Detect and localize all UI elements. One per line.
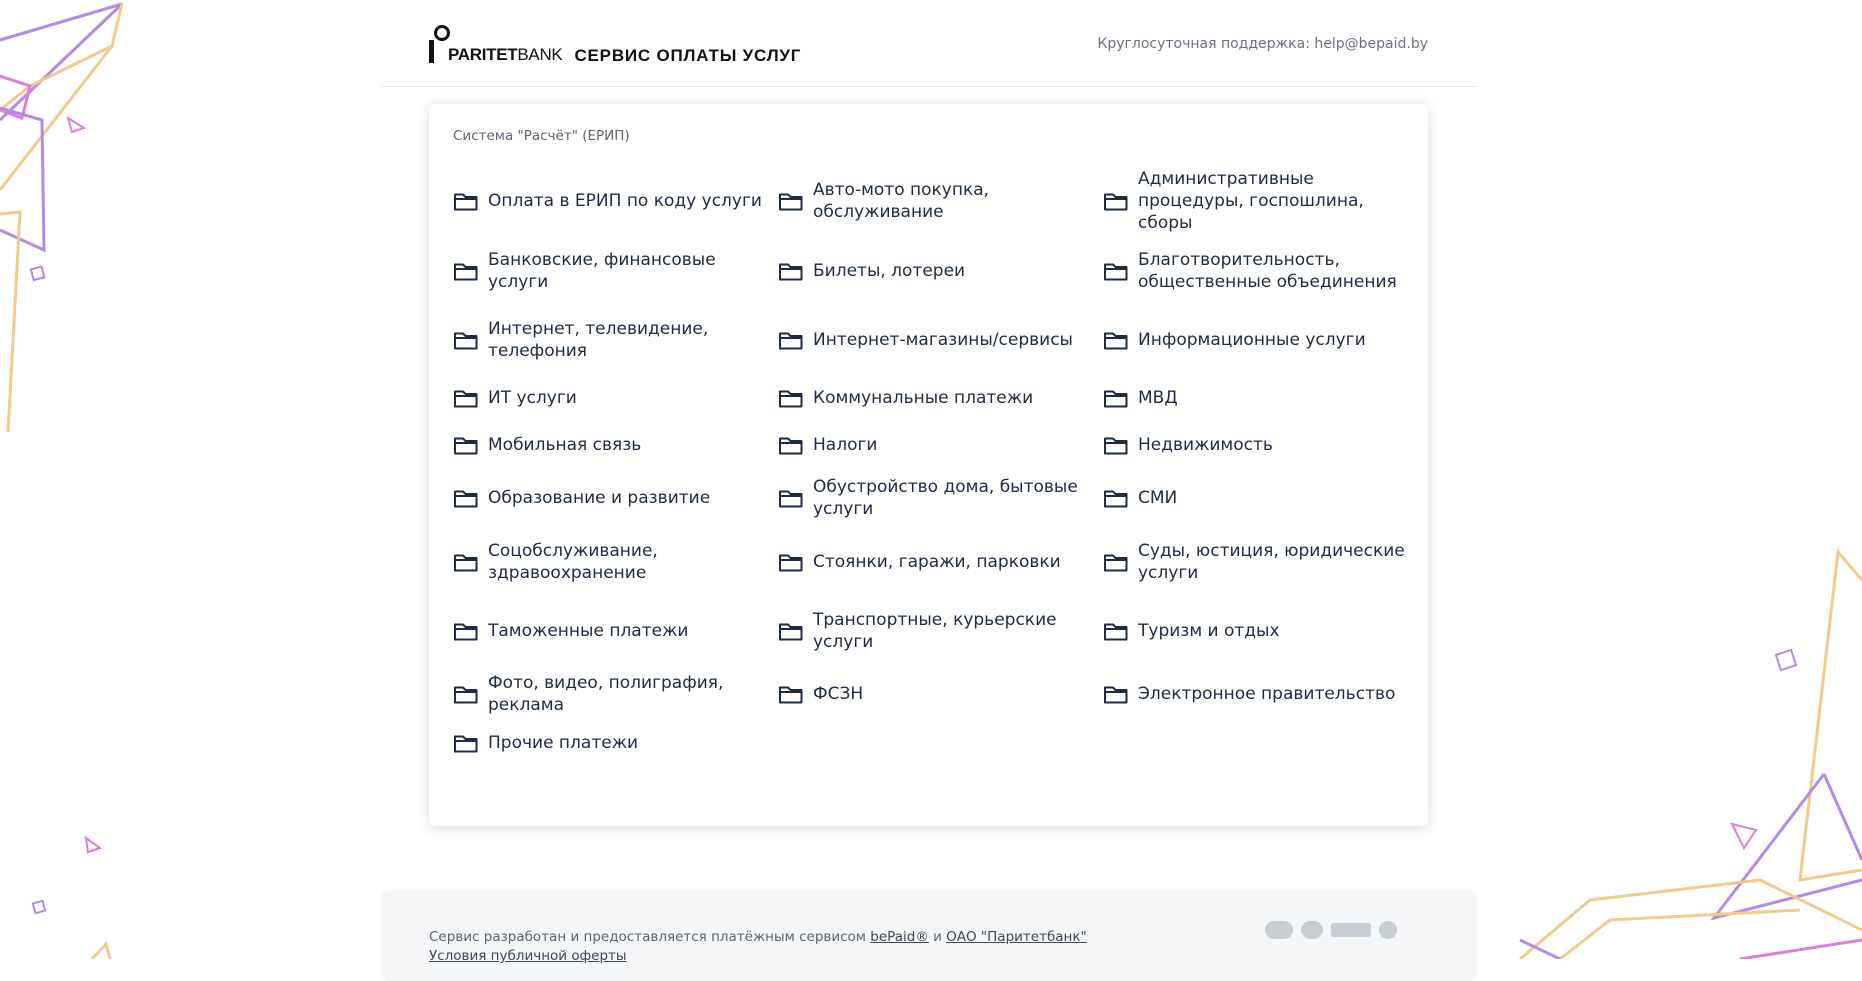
footer-text: Сервис разработан и предоставляется платёжным сервисом bePaid® и ОАО "Паритетбанк" Условия публичной оферты <box>429 929 1087 964</box>
folder-icon <box>778 620 804 642</box>
folder-icon <box>1103 683 1129 705</box>
catalog-category-item[interactable] <box>453 665 778 723</box>
catalog-category-label: Недвижимость <box>1138 435 1273 455</box>
folder-icon <box>778 683 804 705</box>
catalog-category-item[interactable] <box>778 236 1103 305</box>
catalog-category-item[interactable] <box>453 527 778 596</box>
catalog-category-item[interactable] <box>453 166 778 236</box>
folder-icon <box>1103 260 1129 282</box>
catalog-category-item[interactable] <box>453 723 778 763</box>
catalog-category-label: Прочие платежи <box>488 733 639 753</box>
service-title: СЕРВИС ОПЛАТЫ УСЛУГ <box>574 46 802 65</box>
catalog-category-item[interactable] <box>1103 166 1413 236</box>
folder-icon <box>1103 551 1129 573</box>
catalog-category-label: Административные процедуры, госпошлина, сборы <box>1138 169 1364 233</box>
catalog-category-label: Транспортные, курьерские услуги <box>813 609 1057 652</box>
folder-icon <box>778 551 804 573</box>
folder-icon <box>453 434 479 456</box>
folder-icon <box>778 387 804 409</box>
catalog-category-item[interactable] <box>778 374 1103 421</box>
page-footer <box>381 891 1477 981</box>
folder-icon <box>453 487 479 509</box>
folder-icon <box>778 487 804 509</box>
folder-icon <box>453 260 479 282</box>
catalog-grid <box>453 166 1413 763</box>
catalog-category-item[interactable] <box>453 236 778 305</box>
page-header <box>381 0 1477 87</box>
logo-wordmark: PARITETBANK <box>448 45 563 64</box>
catalog-category-label: Туризм и отдых <box>1138 620 1280 641</box>
catalog-category-item[interactable] <box>778 665 1103 723</box>
catalog-category-item[interactable] <box>778 305 1103 374</box>
catalog-category-label: Электронное правительство <box>1138 684 1396 704</box>
catalog-category-label: МВД <box>1138 387 1178 408</box>
support-contact: Круглосуточная поддержка: help@bepaid.by <box>1097 36 1428 52</box>
catalog-category-item[interactable] <box>778 596 1103 665</box>
folder-icon <box>453 329 479 351</box>
folder-icon <box>1103 620 1129 642</box>
catalog-category-label: Стоянки, гаражи, парковки <box>813 551 1061 572</box>
bepaid-link[interactable]: bePaid® <box>870 929 929 945</box>
catalog-category-label: Образование и развитие <box>488 488 711 508</box>
folder-icon <box>453 683 479 705</box>
visa-icon <box>1331 923 1371 937</box>
catalog-category-item[interactable] <box>778 166 1103 236</box>
catalog-category-label: Билеты, лотереи <box>813 260 966 281</box>
catalog-category-label: Благотворительность, общественные объединения <box>1138 249 1397 292</box>
catalog-category-item[interactable] <box>453 421 778 469</box>
folder-icon <box>1103 487 1129 509</box>
catalog-category-item[interactable] <box>778 421 1103 469</box>
folder-icon <box>453 551 479 573</box>
catalog-category-label: ФСЗН <box>813 684 864 704</box>
folder-icon <box>453 620 479 642</box>
folder-icon <box>778 260 804 282</box>
catalog-category-label: Фото, видео, полиграфия, реклама <box>488 673 724 715</box>
folder-icon <box>453 732 479 754</box>
catalog-category-label: Соцобслуживание, здравоохранение <box>488 540 658 583</box>
folder-icon <box>1103 434 1129 456</box>
catalog-category-item[interactable] <box>1103 236 1413 305</box>
catalog-category-item[interactable] <box>453 374 778 421</box>
catalog-category-item[interactable] <box>1103 596 1413 665</box>
mastercard-icon <box>1265 921 1293 939</box>
paritetbank-logo[interactable] <box>429 25 801 65</box>
catalog-title: Система "Расчёт" (ЕРИП) <box>453 128 630 144</box>
catalog-category-item[interactable] <box>453 305 778 374</box>
folder-icon <box>453 190 479 212</box>
paritetbank-link[interactable]: ОАО "Паритетбанк" <box>946 929 1087 945</box>
catalog-category-label: Интернет, телевидение, телефония <box>488 318 709 361</box>
catalog-category-label: Банковские, финансовые услуги <box>488 249 716 292</box>
folder-icon <box>1103 190 1129 212</box>
catalog-category-label: Оплата в ЕРИП по коду услуги <box>488 191 762 211</box>
catalog-category-label: ИТ услуги <box>488 387 577 408</box>
folder-icon <box>778 190 804 212</box>
public-offer-link[interactable]: Условия публичной оферты <box>429 948 627 964</box>
folder-icon <box>778 434 804 456</box>
belkart-icon <box>1379 921 1397 939</box>
catalog-category-label: Авто-мото покупка, обслуживание <box>813 180 990 222</box>
maestro-icon <box>1301 921 1323 939</box>
folder-icon <box>1103 387 1129 409</box>
catalog-category-label: СМИ <box>1138 488 1178 508</box>
catalog-category-item[interactable] <box>1103 421 1413 469</box>
catalog-category-label: Информационные услуги <box>1138 329 1366 350</box>
catalog-category-item[interactable] <box>778 527 1103 596</box>
catalog-category-item[interactable] <box>1103 374 1413 421</box>
folder-icon <box>778 329 804 351</box>
catalog-category-item[interactable] <box>1103 305 1413 374</box>
paritetbank-logo-mark-icon <box>429 25 443 65</box>
catalog-category-item[interactable] <box>1103 527 1413 596</box>
catalog-category-item[interactable] <box>453 596 778 665</box>
catalog-category-label: Интернет-магазины/сервисы <box>813 329 1073 350</box>
catalog-category-label: Суды, юстиция, юридические услуги <box>1138 540 1405 583</box>
catalog-category-label: Мобильная связь <box>488 435 642 455</box>
catalog-category-label: Обустройство дома, бытовые услуги <box>813 477 1078 519</box>
catalog-category-item[interactable] <box>1103 665 1413 723</box>
catalog-category-item[interactable] <box>778 469 1103 527</box>
catalog-category-label: Налоги <box>813 435 878 455</box>
folder-icon <box>1103 329 1129 351</box>
erip-catalog-card <box>429 104 1428 826</box>
catalog-category-item[interactable] <box>453 469 778 527</box>
catalog-category-label: Коммунальные платежи <box>813 387 1034 408</box>
payment-system-logos <box>1265 921 1397 939</box>
folder-icon <box>453 387 479 409</box>
catalog-category-label: Таможенные платежи <box>488 620 689 641</box>
catalog-category-item[interactable] <box>1103 469 1413 527</box>
